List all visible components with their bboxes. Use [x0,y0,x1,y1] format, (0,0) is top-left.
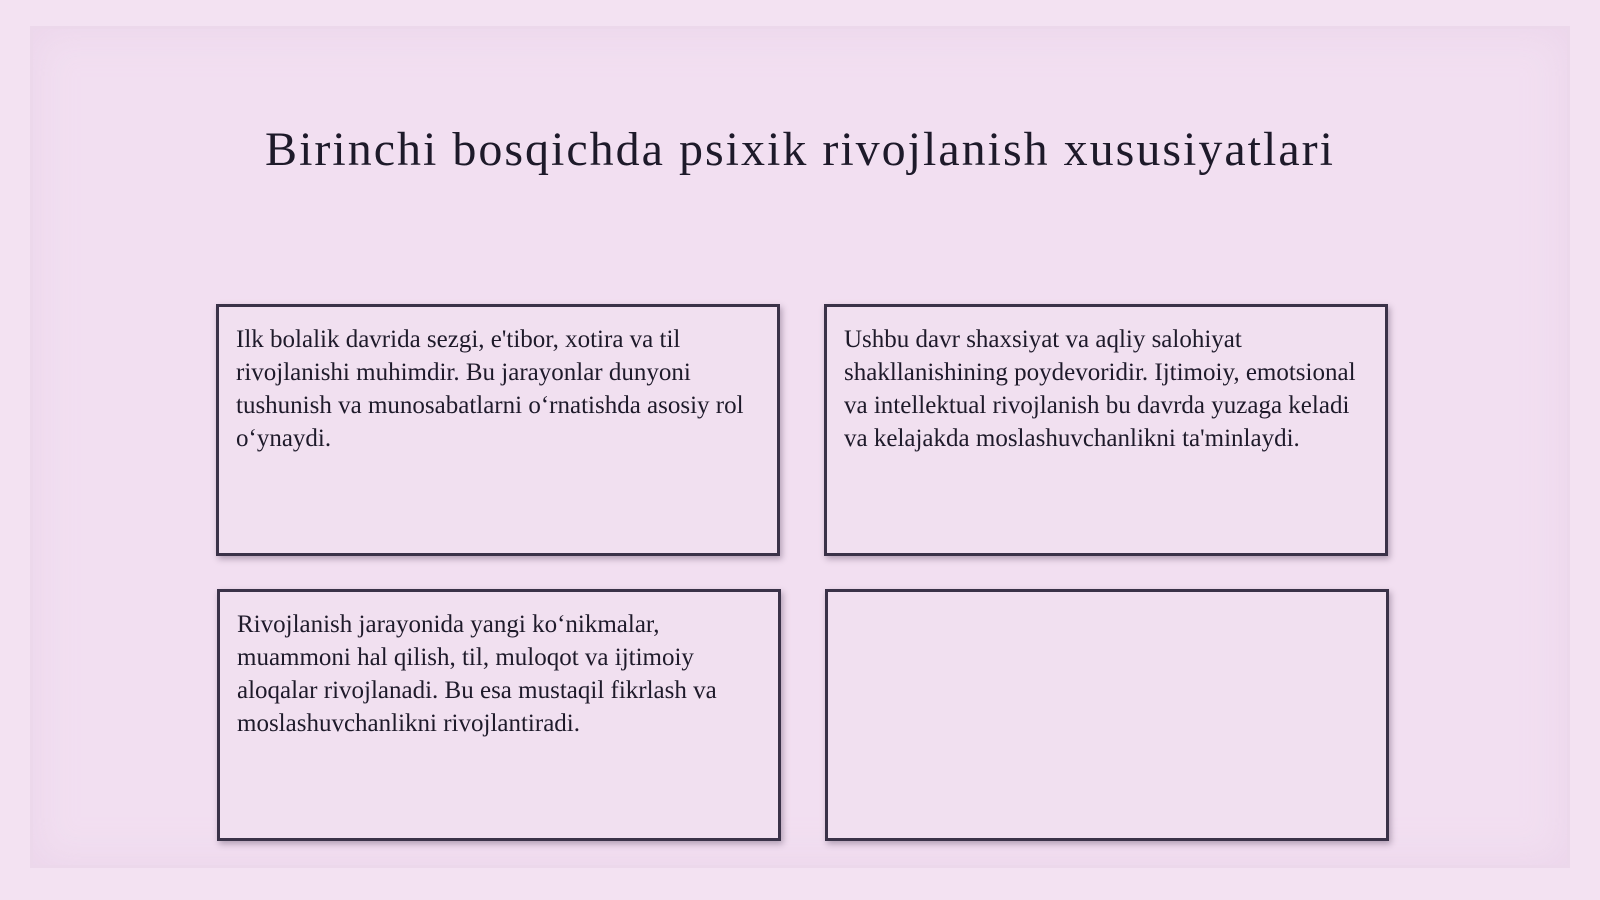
text-card-1-body: Ilk bolalik davrida sezgi, e'tibor, xotira va til rivojlanishi muhimdir. Bu jarayonlar dunyoni tushunish va munosabatlarni o‘rnatishda asosiy rol o‘ynaydi. [236,326,744,452]
slide-title: Birinchi bosqichda psixik rivojlanish xususiyatlari [265,123,1335,176]
text-card-2 [824,304,1388,556]
text-card-3 [217,589,781,841]
empty-card [825,589,1389,841]
text-card-1 [216,304,780,556]
text-card-3-body: Rivojlanish jarayonida yangi ko‘nikmalar, muammoni hal qilish, til, muloqot va ijtimoiy aloqalar rivojlanadi. Bu esa mustaqil fikrlash va moslashuvchanlikni rivojlantiradi. [237,611,717,737]
text-card-2-body: Ushbu davr shaxsiyat va aqliy salohiyat shakllanishining poydevoridir. Ijtimoiy, emotsional va intellektual rivojlanish bu davrda yuzaga keladi va kelajakda moslashuvchanlikni ta'minlaydi. [844,326,1356,452]
